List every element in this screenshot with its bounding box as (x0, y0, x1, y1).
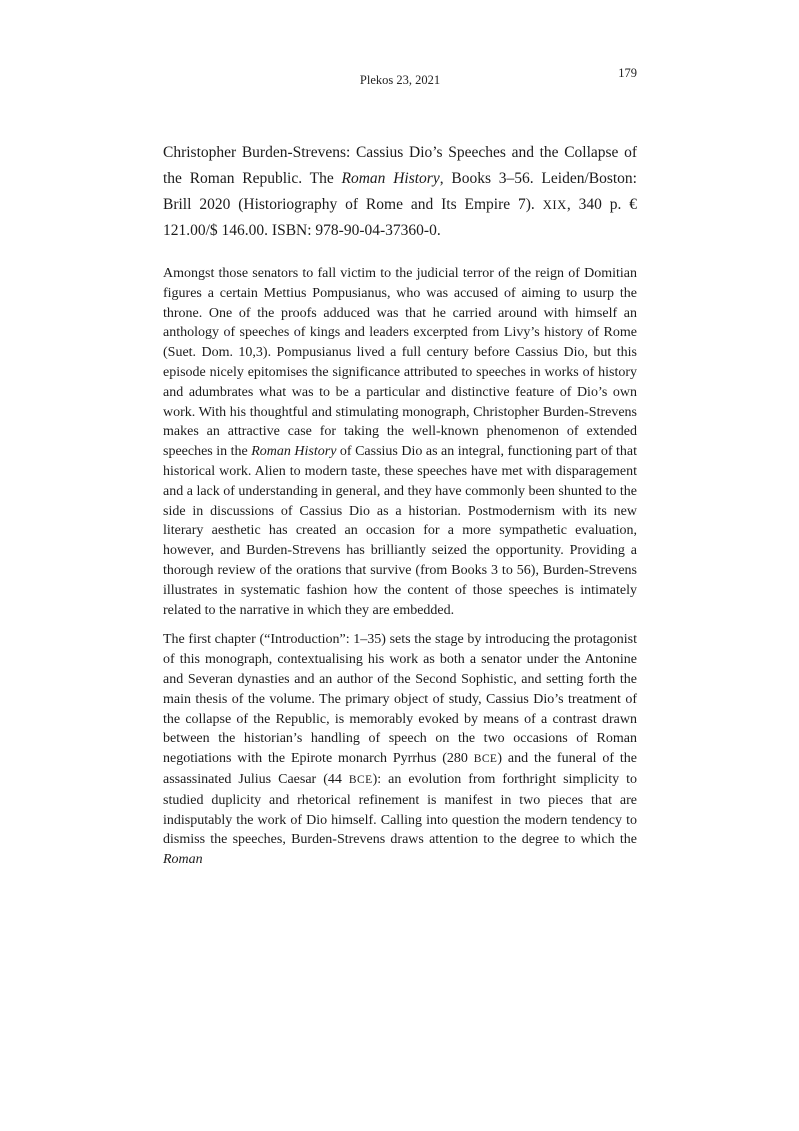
text-run: of Cassius Dio as an integral, functioning part of that historical work. Alien to modern taste, these speeches have met with disparagement and a lack of understanding in general, and they have commonly been shunted to the side in discussions of Cassius Dio as a historian. Postmodernism with its new literary aesthetic has created an occasion for a more sympathetic evaluation, however, and Burden-Strevens has brilliantly seized the opportunity. Providing a thorough review of the orations that survive (from Books 3 to 56), Burden-Strevens illustrates in systematic fashion how the content of those speeches is intimately related to the narrative in which they are embedded. (163, 444, 637, 618)
paragraph-2 (163, 630, 637, 870)
paragraph-1 (163, 264, 637, 620)
text-run: The first chapter (“Introduction”: 1–35) sets the stage by introducing the protagonist of this monograph, contextualising his work as both a senator under the Antonine and Severan dynasties and an author of the Second Sophistic, and setting forth the main thesis of the volume. The primary object of study, Cassius Dio’s treatment of the collapse of the Republic, is memorably evoked by means of a contrast drawn between the historian’s handling of speech on the two occasions of Roman negotiations with the Epirote monarch Pyrrhus (280 (163, 632, 637, 767)
text-run: Roman History (341, 170, 440, 187)
text-run: BCE (348, 773, 373, 786)
page-number: 179 (618, 66, 637, 80)
text-run: Roman (163, 852, 203, 868)
text-run: Christopher Burden-Strevens: Cassius Dio’s Speeches and the Collapse of the Roman Republic. The (163, 144, 637, 187)
text-run: , Books 3–56. Leiden/Boston: Brill 2020 (Historiography of Rome and Its Empire 7). (163, 170, 637, 213)
text-run: XIX (542, 198, 567, 212)
text-run: Amongst those senators to fall victim to the judicial terror of the reign of Domitian figures a certain Mettius Pompusianus, who was accused of aiming to usurp the throne. One of the proofs adduced was that he carried around with himself an anthology of speeches of kings and leaders excerpted from Livy’s history of Rome (Suet. Dom. 10,3). Pompusianus lived a full century before Cassius Dio, but this episode nicely epitomises the significance attributed to speeches in works of history and adumbrates what was to be a particular and distinctive feature of Dio’s own work. With his thoughtful and stimulating monograph, Christopher Burden-Strevens makes an attractive case for taking the well-known phenomenon of extended speeches in the (163, 266, 637, 460)
text-run: ) and the funeral of the assassinated Julius Caesar (44 (163, 751, 637, 787)
text-run: Roman History (251, 444, 337, 460)
text-run: ): an evolution from forthright simplicity to studied duplicity and rhetorical refinement is manifest in two pieces that are indisputably the work of Dio himself. Calling into question the modern tendency to dismiss the speeches, Burden-Strevens draws attention to the degree to which the (163, 771, 637, 848)
text-run: BCE (473, 753, 498, 766)
page-header (163, 66, 637, 92)
review-content (163, 140, 637, 880)
journal-header: Plekos 23, 2021 (359, 73, 441, 87)
text-run: , 340 p. € 121.00/$ 146.00. ISBN: 978-90-04-37360-0. (163, 196, 638, 239)
review-title (163, 140, 637, 244)
